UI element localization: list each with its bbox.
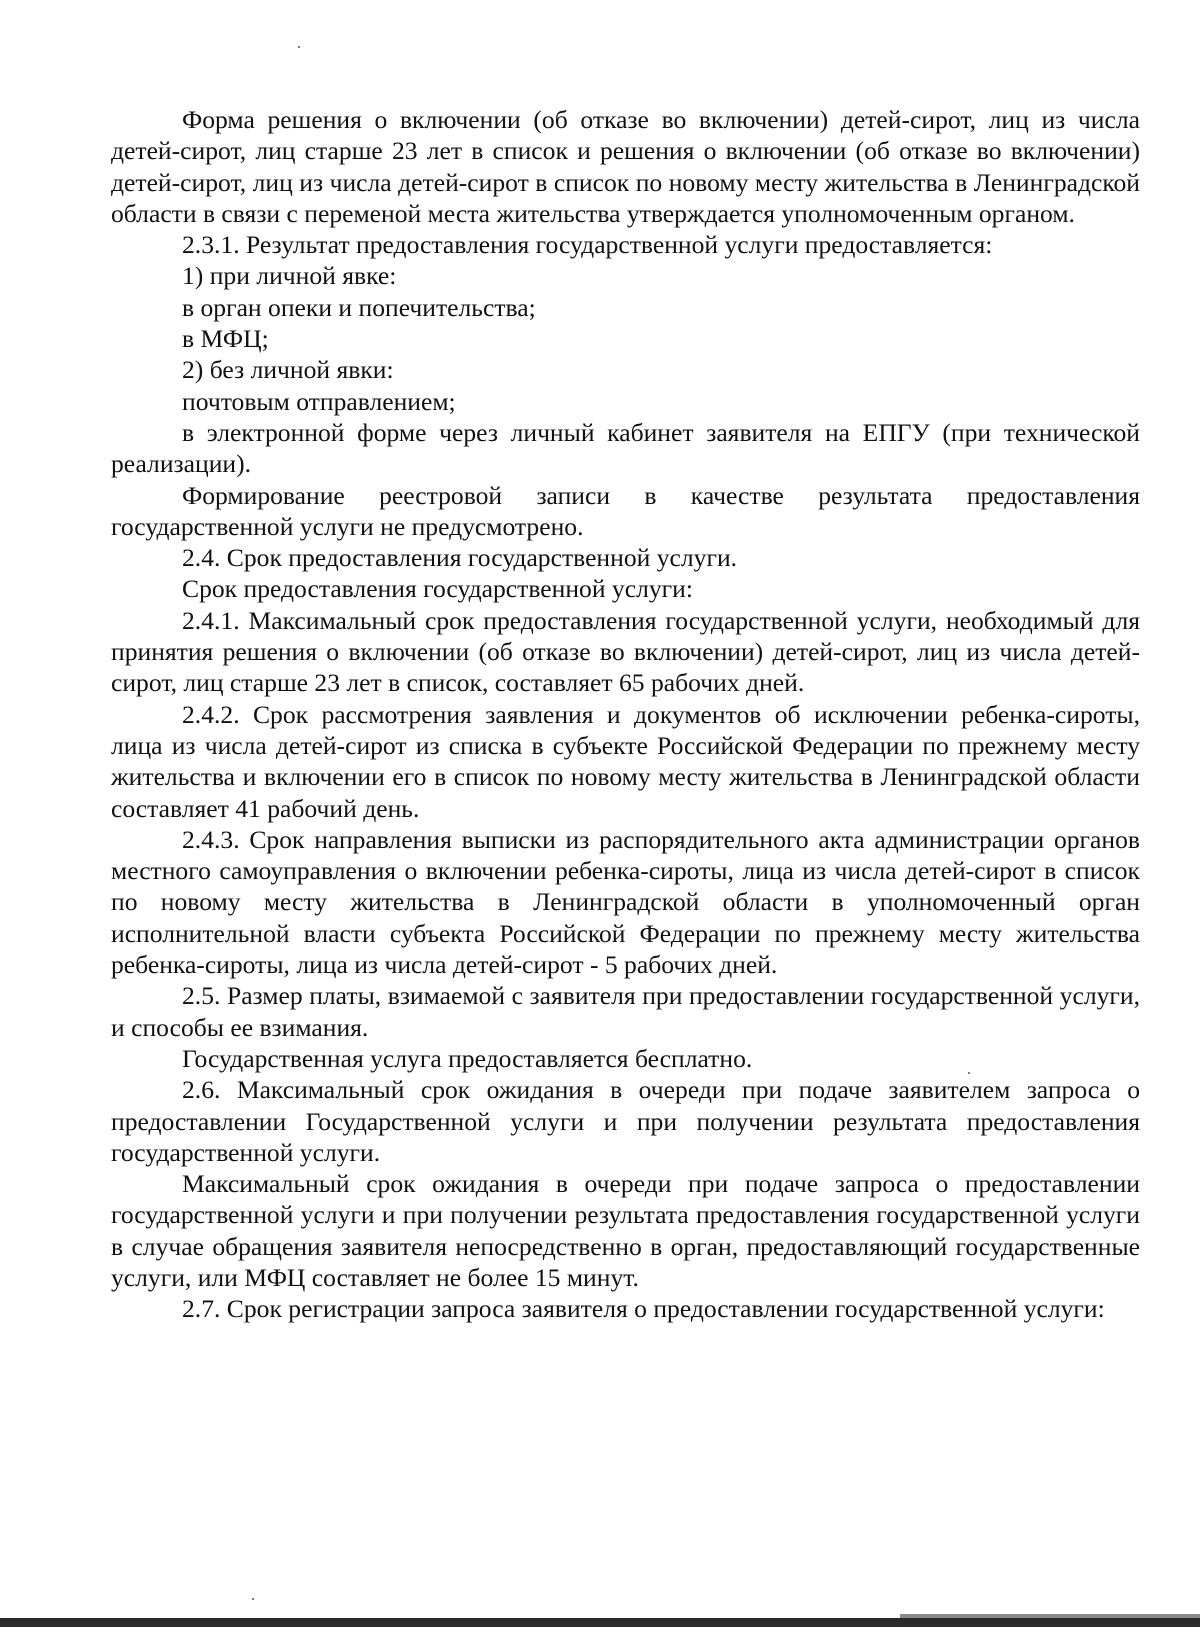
- paragraph-2-3-1: 2.3.1. Результат предоставления государственной услуги предоставляется:: [182, 230, 993, 260]
- scan-speck: [298, 46, 300, 48]
- heading-2-7: 2.7. Срок регистрации запроса заявителя о предоставлении государственной услуги:: [182, 1294, 1105, 1324]
- paragraph-free-of-charge: Государственная услуга предоставляется бесплатно.: [182, 1043, 753, 1073]
- document-body: [111, 104, 1140, 1325]
- paragraph-2-4-2: 2.4.2. Срок рассмотрения заявления и документов об исключении ребенка-сироты, лица из числа детей-сирот из списка в субъекте Российской Федерации по прежнему месту жительства и включении его в список по новому месту жительства в Ленинградской области составляет 41 рабочий день.: [111, 699, 1140, 823]
- list-item-electronic: в электронной форме через личный кабинет заявителя на ЕПГУ (при технической реализации).: [111, 417, 1140, 479]
- paragraph-2-4-3: 2.4.3. Срок направления выписки из распорядительного акта администрации органов местного самоуправления о включении ребенка-сироты, лица из числа детей-сирот в список по новому месту жительства в Ленинградской области в уполномоченный орган исполнительной власти субъекта Российской Федерации по прежнему месту жительства ребенка-сироты, лица из числа детей-сирот - 5 рабочих дней.: [111, 824, 1140, 980]
- heading-2-5: 2.5. Размер платы, взимаемой с заявителя при предоставлении государственной услуги, и способы ее взимания.: [111, 981, 1140, 1042]
- paragraph-registry-record: Формирование реестровой записи в качестве результата предоставления государственной услуги не предусмотрено.: [111, 480, 1140, 541]
- heading-2-4: 2.4. Срок предоставления государственной услуги.: [182, 543, 738, 573]
- list-item-mfc: в МФЦ;: [182, 324, 269, 354]
- scan-speck: [968, 1072, 970, 1074]
- scan-bottom-edge: [0, 1618, 1200, 1627]
- list-item-in-person: 1) при личной явке:: [182, 261, 397, 291]
- scan-speck: [252, 1598, 254, 1600]
- paragraph-form-of-decision: Форма решения о включении (об отказе во включении) детей-сирот, лиц из числа детей-сирот, лиц старше 23 лет в список и решения о включении (об отказе во включении) детей-сирот, лиц из числа детей-сирот в список по новому месту жительства в Ленинградской области в связи с переменой места жительства утверждается уполномоченным органом.: [111, 105, 1140, 228]
- list-item-guardianship-body: в орган опеки и попечительства;: [182, 292, 536, 322]
- paragraph-2-4-1: 2.4.1. Максимальный срок предоставления государственной услуги, необходимый для принятия решения о включении (об отказе во включении) детей-сирот, лиц из числа детей-сирот, лиц старше 23 лет в список, составляет 65 рабочих дней.: [111, 605, 1140, 698]
- list-item-postal: почтовым отправлением;: [182, 386, 456, 416]
- paragraph-term-intro: Срок предоставления государственной услуги:: [182, 574, 693, 604]
- paragraph-max-wait: Максимальный срок ожидания в очереди при подаче запроса о предоставлении государственной услуги и при получении результата предоставления государственной услуги в случае обращения заявителя непосредственно в орган, предоставляющий государственные услуги, или МФЦ составляет не более 15 минут.: [111, 1169, 1140, 1292]
- list-item-remote: 2) без личной явки:: [182, 355, 394, 385]
- heading-2-6: 2.6. Максимальный срок ожидания в очереди при подаче заявителем запроса о предоставлении Государственной услуги и при получении результата предоставления государственной услуги.: [111, 1075, 1140, 1167]
